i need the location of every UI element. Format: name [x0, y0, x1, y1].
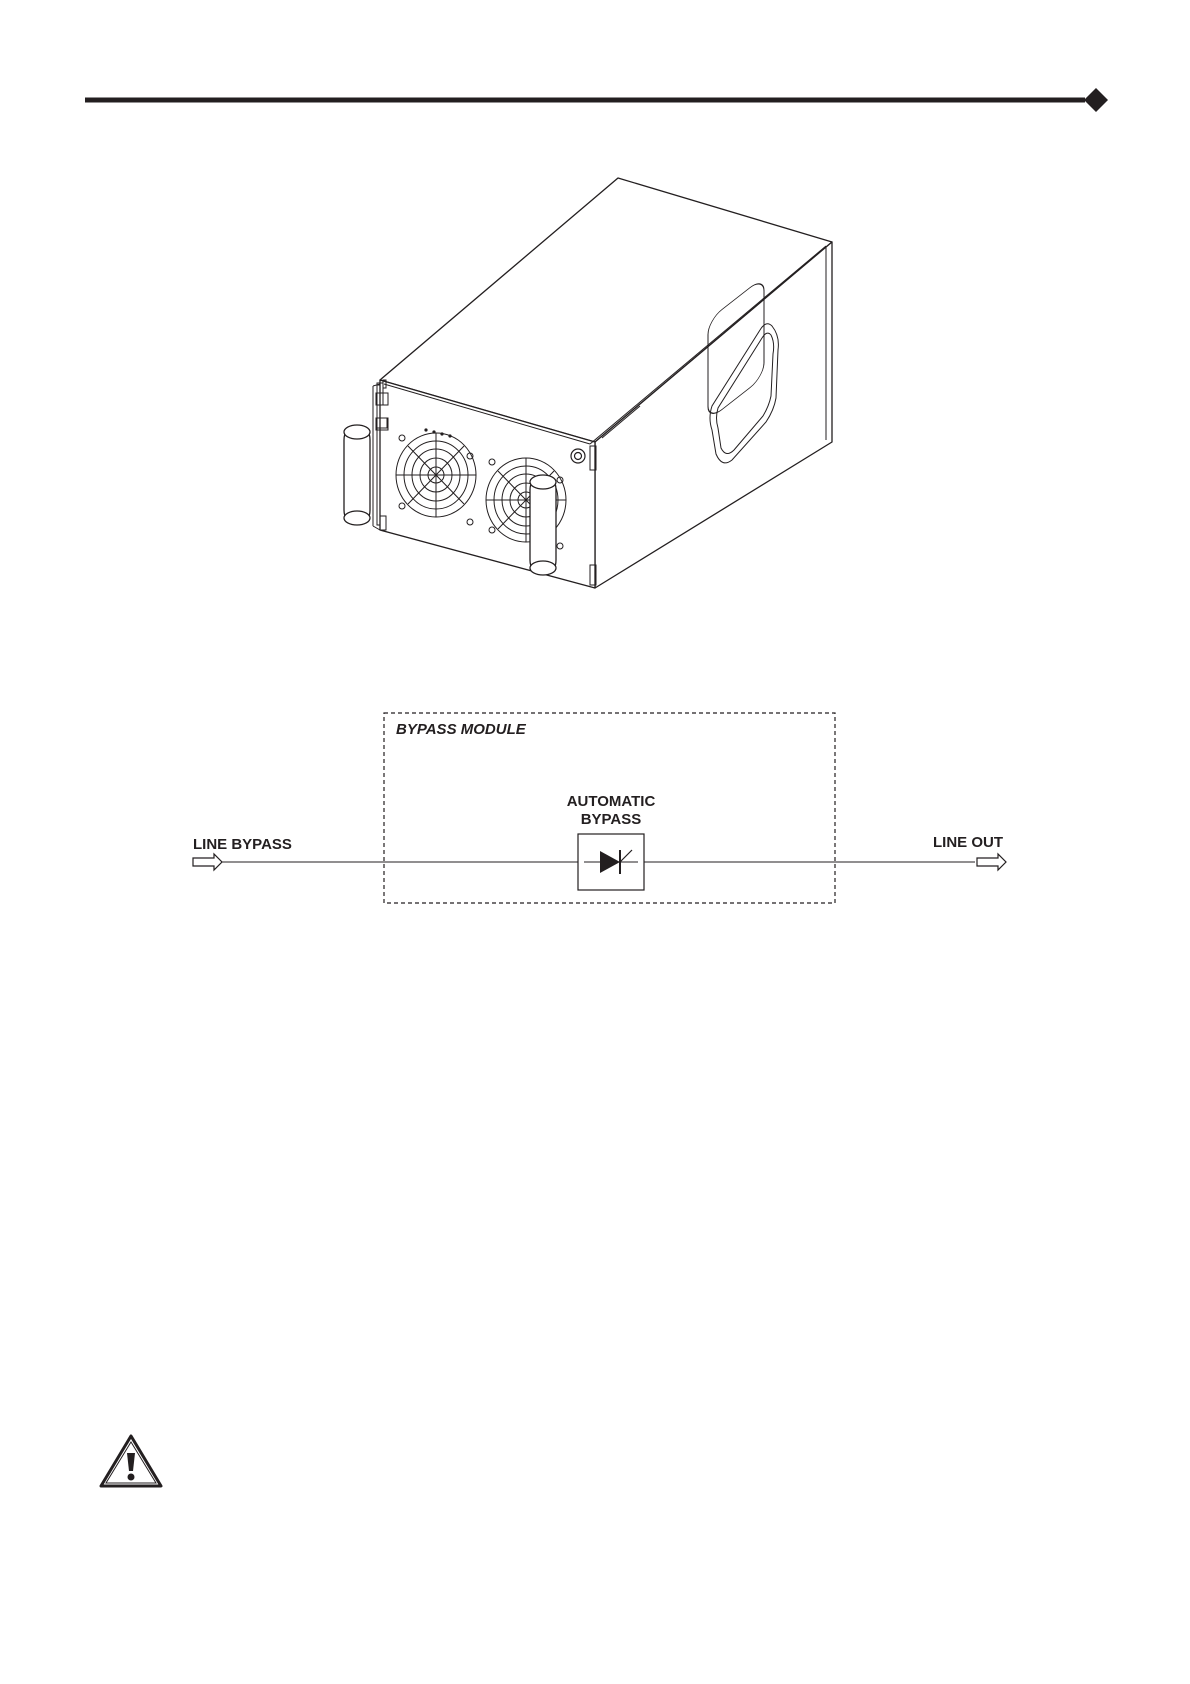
input-label: LINE BYPASS — [193, 836, 292, 853]
input-arrow-icon — [193, 854, 222, 870]
component-label-line1: AUTOMATIC — [566, 793, 656, 810]
component-label-line2: BYPASS — [580, 811, 642, 828]
output-arrow-icon — [977, 854, 1006, 870]
module-label: BYPASS MODULE — [396, 721, 526, 738]
warning-triangle-icon — [98, 1433, 164, 1489]
output-label: LINE OUT — [933, 834, 1003, 851]
